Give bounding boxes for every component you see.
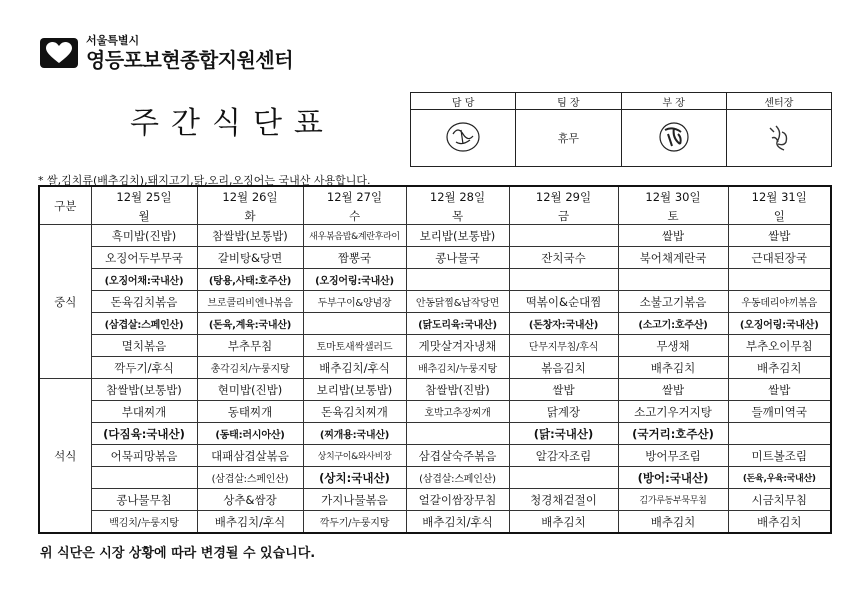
day-weekday: 월 bbox=[91, 207, 197, 225]
menu-cell: 돈육김치찌개 bbox=[303, 401, 406, 423]
menu-cell: 어묵피망볶음 bbox=[91, 445, 197, 467]
menu-cell: 호박고추장찌개 bbox=[406, 401, 509, 423]
page-title: 주간식단표 bbox=[130, 106, 335, 141]
approval-table bbox=[410, 92, 832, 167]
org-city: 서울특별시 bbox=[86, 34, 140, 47]
dinner-label: 석식 bbox=[39, 379, 91, 534]
menu-cell: 참쌀밥(보통밥) bbox=[91, 379, 197, 401]
menu-cell: 배추김치/후식 bbox=[303, 357, 406, 379]
menu-cell: 브로콜리비엔나볶음 bbox=[197, 291, 303, 313]
menu-cell: 부추오이무침 bbox=[728, 335, 831, 357]
lunch-label: 중식 bbox=[39, 225, 91, 379]
menu-cell: 깍두기/누룽지탕 bbox=[303, 511, 406, 534]
origin-cell: (소고기:호주산) bbox=[618, 313, 728, 335]
origin-cell: (닭도리육:국내산) bbox=[406, 313, 509, 335]
origin-cell: (돈육,우육:국내산) bbox=[728, 467, 831, 489]
menu-cell: 콩나물국 bbox=[406, 247, 509, 269]
menu-cell: 배추김치 bbox=[509, 511, 618, 534]
origin-cell: (오징어링:국내산) bbox=[728, 313, 831, 335]
menu-cell: 부추무침 bbox=[197, 335, 303, 357]
origin-cell: (방어:국내산) bbox=[618, 467, 728, 489]
menu-cell: 닭계장 bbox=[509, 401, 618, 423]
origin-cell: (삼겹살:스페인산) bbox=[406, 467, 509, 489]
origin-cell bbox=[618, 269, 728, 291]
day-date: 12월 29일 bbox=[509, 186, 618, 207]
menu-cell: 우동데리야끼볶음 bbox=[728, 291, 831, 313]
menu-cell: 부대찌개 bbox=[91, 401, 197, 423]
approval-sign-team-lead: 휴무 bbox=[516, 110, 621, 167]
signature-manager-icon bbox=[656, 120, 692, 154]
org-logo bbox=[40, 34, 293, 72]
origin-cell: (국거리:호주산) bbox=[618, 423, 728, 445]
menu-cell: 북어채계란국 bbox=[618, 247, 728, 269]
menu-cell: 멸치볶음 bbox=[91, 335, 197, 357]
origin-cell: (삼겹살:스페인산) bbox=[197, 467, 303, 489]
menu-cell: 삼겹살숙주볶음 bbox=[406, 445, 509, 467]
menu-cell: 안동닭찜&납작당면 bbox=[406, 291, 509, 313]
menu-cell: 방어무조림 bbox=[618, 445, 728, 467]
origin-cell bbox=[91, 467, 197, 489]
weekly-menu-table bbox=[38, 185, 832, 534]
menu-cell: 배추김치/누룽지탕 bbox=[406, 357, 509, 379]
origin-cell: (동태:러시아산) bbox=[197, 423, 303, 445]
menu-cell: 상치구이&와사비장 bbox=[303, 445, 406, 467]
menu-cell: 토마토새싹샐러드 bbox=[303, 335, 406, 357]
menu-cell: 배추김치/후식 bbox=[197, 511, 303, 534]
org-name: 영등포보현종합지원센터 bbox=[86, 48, 294, 72]
menu-cell: 배추김치 bbox=[618, 511, 728, 534]
origin-cell bbox=[509, 269, 618, 291]
origin-cell: (돈창자:국내산) bbox=[509, 313, 618, 335]
menu-cell: 백김치/누룽지탕 bbox=[91, 511, 197, 534]
menu-cell bbox=[509, 225, 618, 247]
day-date: 12월 25일 bbox=[91, 186, 197, 207]
approval-sign-director bbox=[726, 110, 831, 167]
signature-staff-icon bbox=[443, 120, 483, 154]
menu-cell: 보리밥(보통밥) bbox=[406, 225, 509, 247]
approval-header-staff: 담 당 bbox=[411, 93, 516, 110]
menu-cell: 두부구이&양념장 bbox=[303, 291, 406, 313]
origin-cell bbox=[509, 467, 618, 489]
menu-cell: 갈비탕&당면 bbox=[197, 247, 303, 269]
menu-cell: 배추김치 bbox=[728, 511, 831, 534]
day-date: 12월 28일 bbox=[406, 186, 509, 207]
menu-cell: 배추김치 bbox=[618, 357, 728, 379]
origin-cell: (상치:국내산) bbox=[303, 467, 406, 489]
menu-cell: 흑미밥(진밥) bbox=[91, 225, 197, 247]
origin-cell bbox=[303, 313, 406, 335]
menu-cell: 청경채겉절이 bbox=[509, 489, 618, 511]
section-label-header: 구분 bbox=[39, 186, 91, 225]
menu-cell: 보리밥(보통밥) bbox=[303, 379, 406, 401]
menu-cell: 돈육김치볶음 bbox=[91, 291, 197, 313]
day-weekday: 토 bbox=[618, 207, 728, 225]
menu-cell: 깍두기/후식 bbox=[91, 357, 197, 379]
origin-note: * 쌀,김치류(배추김치),돼지고기,닭,오리,오징어는 국내산 사용합니다. bbox=[38, 174, 371, 187]
menu-cell: 동태찌개 bbox=[197, 401, 303, 423]
day-weekday: 화 bbox=[197, 207, 303, 225]
menu-cell: 쌀밥 bbox=[618, 225, 728, 247]
origin-cell bbox=[728, 269, 831, 291]
menu-cell: 볶음김치 bbox=[509, 357, 618, 379]
menu-cell: 짬뽕국 bbox=[303, 247, 406, 269]
day-date: 12월 31일 bbox=[728, 186, 831, 207]
seoul-heart-logo-icon bbox=[40, 38, 78, 68]
menu-cell: 총각김치/누룽지탕 bbox=[197, 357, 303, 379]
origin-cell bbox=[406, 423, 509, 445]
menu-cell: 단무지무침/후식 bbox=[509, 335, 618, 357]
origin-cell: (다짐육:국내산) bbox=[91, 423, 197, 445]
menu-cell: 얼갈이쌈장무침 bbox=[406, 489, 509, 511]
footer-note: 위 식단은 시장 상황에 따라 변경될 수 있습니다. bbox=[40, 546, 316, 561]
origin-cell bbox=[728, 423, 831, 445]
origin-cell bbox=[406, 269, 509, 291]
day-date: 12월 26일 bbox=[197, 186, 303, 207]
menu-cell: 배추김치/후식 bbox=[406, 511, 509, 534]
day-date: 12월 30일 bbox=[618, 186, 728, 207]
origin-cell: (삼겹살:스페인산) bbox=[91, 313, 197, 335]
menu-cell: 쌀밥 bbox=[618, 379, 728, 401]
menu-cell: 들깨미역국 bbox=[728, 401, 831, 423]
menu-cell: 참쌀밥(진밥) bbox=[406, 379, 509, 401]
menu-cell: 콩나물무침 bbox=[91, 489, 197, 511]
signature-director-icon bbox=[762, 120, 796, 154]
menu-cell: 미트볼조림 bbox=[728, 445, 831, 467]
menu-cell: 시금치무침 bbox=[728, 489, 831, 511]
menu-cell: 가지나물볶음 bbox=[303, 489, 406, 511]
approval-sign-staff bbox=[411, 110, 516, 167]
approval-header-director: 센터장 bbox=[726, 93, 831, 110]
day-weekday: 일 bbox=[728, 207, 831, 225]
menu-cell: 게맛살겨자냉채 bbox=[406, 335, 509, 357]
menu-cell: 쌀밥 bbox=[509, 379, 618, 401]
origin-cell: (탕용,사태:호주산) bbox=[197, 269, 303, 291]
day-weekday: 목 bbox=[406, 207, 509, 225]
menu-cell: 근대된장국 bbox=[728, 247, 831, 269]
menu-cell: 김가루동부묵무침 bbox=[618, 489, 728, 511]
menu-cell: 상추&쌈장 bbox=[197, 489, 303, 511]
menu-cell: 쌀밥 bbox=[728, 225, 831, 247]
menu-cell: 배추김치 bbox=[728, 357, 831, 379]
menu-cell: 알감자조림 bbox=[509, 445, 618, 467]
approval-header-manager: 부 장 bbox=[621, 93, 726, 110]
origin-cell: (돈육,계육:국내산) bbox=[197, 313, 303, 335]
menu-cell: 현미밥(진밥) bbox=[197, 379, 303, 401]
origin-cell: (오징어채:국내산) bbox=[91, 269, 197, 291]
day-date: 12월 27일 bbox=[303, 186, 406, 207]
origin-cell: (찌개용:국내산) bbox=[303, 423, 406, 445]
menu-cell: 소불고기볶음 bbox=[618, 291, 728, 313]
menu-cell: 무생채 bbox=[618, 335, 728, 357]
menu-cell: 대패삼겹살볶음 bbox=[197, 445, 303, 467]
menu-cell: 새우볶음밥&계란후라이 bbox=[303, 225, 406, 247]
approval-sign-manager bbox=[621, 110, 726, 167]
day-weekday: 수 bbox=[303, 207, 406, 225]
origin-cell: (오징어링:국내산) bbox=[303, 269, 406, 291]
origin-cell: (닭:국내산) bbox=[509, 423, 618, 445]
day-weekday: 금 bbox=[509, 207, 618, 225]
menu-cell: 소고기우거지탕 bbox=[618, 401, 728, 423]
menu-cell: 참쌀밥(보통밥) bbox=[197, 225, 303, 247]
menu-cell: 잔치국수 bbox=[509, 247, 618, 269]
menu-cell: 떡볶이&순대찜 bbox=[509, 291, 618, 313]
approval-header-team-lead: 팀 장 bbox=[516, 93, 621, 110]
menu-cell: 쌀밥 bbox=[728, 379, 831, 401]
menu-cell: 오징어두부무국 bbox=[91, 247, 197, 269]
